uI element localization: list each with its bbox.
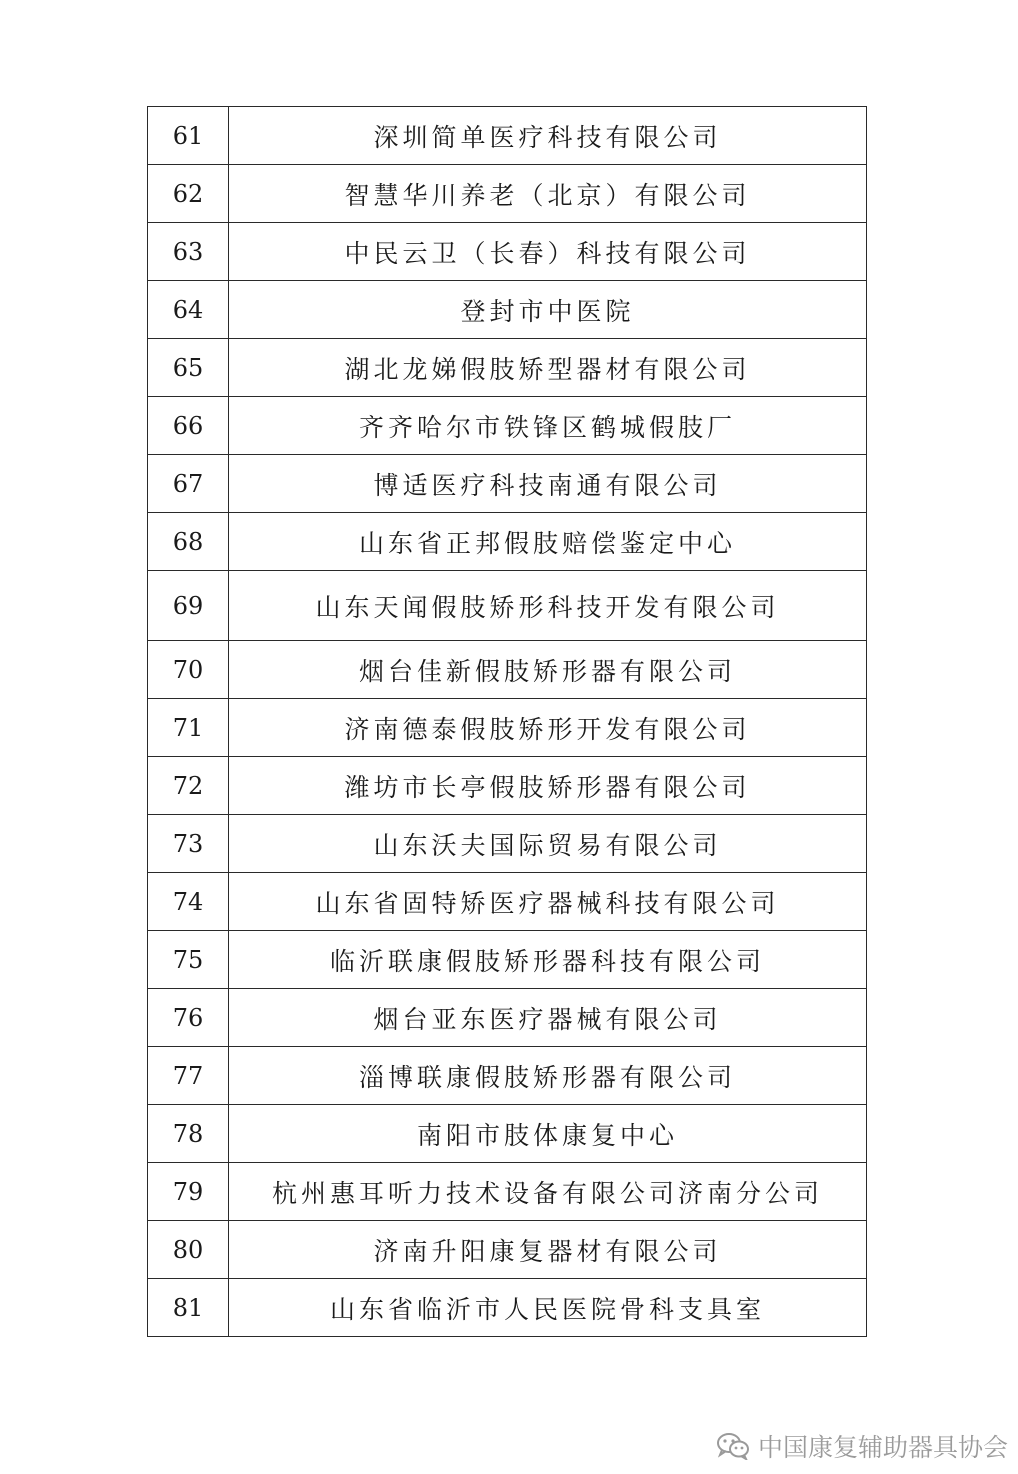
row-number: 73 [148,815,229,873]
watermark-text: 中国康复辅助器具协会 [757,1433,1008,1462]
row-number: 72 [148,757,229,815]
organization-name: 潍坊市长亭假肢矫形器有限公司 [229,757,867,815]
row-number: 61 [148,107,229,165]
organization-name: 山东省临沂市人民医院骨科支具室 [229,1279,867,1337]
organization-name: 临沂联康假肢矫形器科技有限公司 [229,931,867,989]
organization-name: 淄博联康假肢矫形器有限公司 [229,1047,867,1105]
organization-name: 博适医疗科技南通有限公司 [229,455,867,513]
table-row [148,873,867,931]
row-number: 75 [148,931,229,989]
table-row [148,757,867,815]
organization-name: 山东省固特矫医疗器械科技有限公司 [229,873,867,931]
row-number: 74 [148,873,229,931]
row-number: 78 [148,1105,229,1163]
wechat-account-watermark [716,1428,1008,1464]
organization-name: 济南升阳康复器材有限公司 [229,1221,867,1279]
row-number: 66 [148,397,229,455]
row-number: 67 [148,455,229,513]
table-row [148,513,867,571]
row-number: 68 [148,513,229,571]
organization-name: 山东沃夫国际贸易有限公司 [229,815,867,873]
table-row [148,1221,867,1279]
row-number: 70 [148,641,229,699]
table-row [148,1279,867,1337]
table-row [148,281,867,339]
table-row [148,339,867,397]
organization-name: 南阳市肢体康复中心 [229,1105,867,1163]
organization-name: 杭州惠耳听力技术设备有限公司济南分公司 [229,1163,867,1221]
table-row [148,699,867,757]
row-number: 62 [148,165,229,223]
row-number: 63 [148,223,229,281]
table-row [148,1105,867,1163]
table-row [148,571,867,641]
organization-name: 烟台亚东医疗器械有限公司 [229,989,867,1047]
organization-name: 济南德泰假肢矫形开发有限公司 [229,699,867,757]
table-row [148,223,867,281]
row-number: 79 [148,1163,229,1221]
table-row [148,931,867,989]
table-row [148,455,867,513]
organization-name: 深圳简单医疗科技有限公司 [229,107,867,165]
organization-name: 登封市中医院 [229,281,867,339]
table-row [148,815,867,873]
organization-name: 湖北龙娣假肢矫型器材有限公司 [229,339,867,397]
table-row [148,1163,867,1221]
row-number: 77 [148,1047,229,1105]
table-row [148,989,867,1047]
row-number: 80 [148,1221,229,1279]
table-row [148,1047,867,1105]
organization-name: 烟台佳新假肢矫形器有限公司 [229,641,867,699]
organization-list-table [147,106,867,1337]
organization-name: 山东省正邦假肢赔偿鉴定中心 [229,513,867,571]
table-row [148,107,867,165]
organization-name: 齐齐哈尔市铁锋区鹤城假肢厂 [229,397,867,455]
row-number: 76 [148,989,229,1047]
table-row [148,641,867,699]
organization-name: 智慧华川养老（北京）有限公司 [229,165,867,223]
table-row [148,165,867,223]
table-row [148,397,867,455]
row-number: 65 [148,339,229,397]
organization-name: 山东天闻假肢矫形科技开发有限公司 [229,571,867,641]
row-number: 64 [148,281,229,339]
organization-name: 中民云卫（长春）科技有限公司 [229,223,867,281]
wechat-icon [716,1432,750,1460]
row-number: 71 [148,699,229,757]
row-number: 69 [148,571,229,641]
row-number: 81 [148,1279,229,1337]
